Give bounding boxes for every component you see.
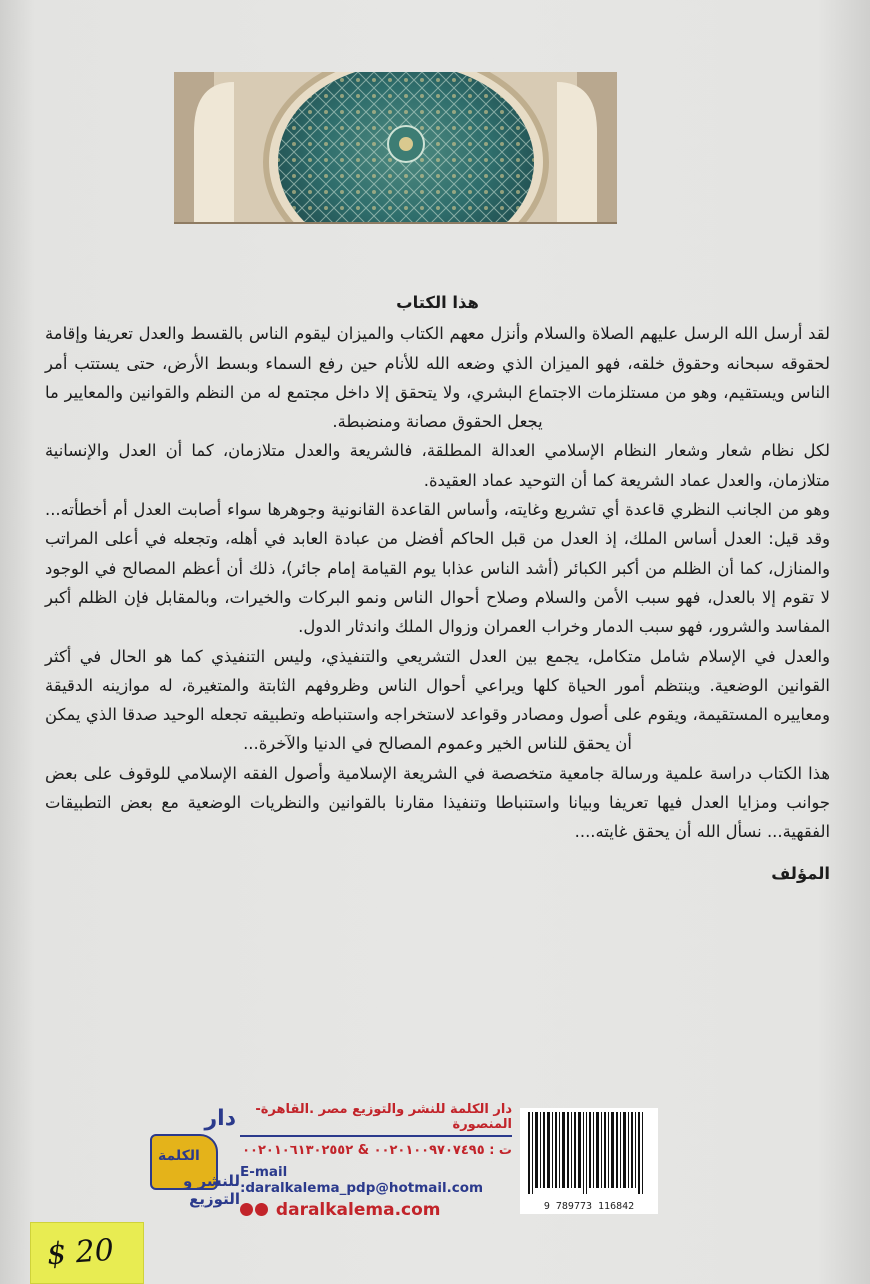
isbn-barcode bbox=[520, 1108, 658, 1214]
paragraph-4: والعدل في الإسلام شامل متكامل، يجمع بين العدل التشريعي والتنفيذي، وليس التنفيذي كما هو الحال في أكثر القوانين الوضعية. وينتظم أمور الحياة كلها ويراعي أحوال الناس وظروفهم الثابتة والمتغيرة، له موازينه الدقيقة ومعاييره المستقيمة، ويقوم على أصول ومصادر وقواعد لاستخراجه واستنباطه وتطبيقه تجعله الوحيد صدقا الذي يمكن أن يحقق للناس الخير وعموم المصالح في الدنيا والآخرة... bbox=[45, 646, 830, 754]
logo-tagline: للنشر و التوزيع bbox=[182, 1172, 240, 1208]
publisher-phone: ت : ٠٠٢٠١٠٠٩٧٠٧٤٩٥ & ٠٠٢٠١٠٦١٣٠٢٥٥٢ bbox=[242, 1143, 512, 1158]
price-text: $ 20 bbox=[45, 1232, 115, 1273]
publisher-name: دار الكلمة للنشر والتوزيع مصر .القاهرة- المنصورة bbox=[240, 1102, 512, 1137]
section-title: هذا الكتاب bbox=[396, 293, 479, 312]
author-signature: المؤلف bbox=[771, 863, 830, 883]
publisher-contact bbox=[240, 1102, 512, 1220]
logo-word: الكلمة bbox=[158, 1148, 200, 1164]
facebook-icon bbox=[255, 1203, 268, 1216]
website-text: daralkalema.com bbox=[275, 1200, 441, 1220]
cover-dome-image bbox=[174, 72, 617, 224]
publisher-logo bbox=[140, 1106, 240, 1210]
price-sticker bbox=[30, 1222, 144, 1284]
social-icon bbox=[240, 1203, 253, 1216]
paragraph-1: لقد أرسل الله الرسل عليهم الصلاة والسلام وأنزل معهم الكتاب والميزان ليقوم الناس بالقسط والعدل تعريفا وإقامة لحقوقه سبحانه وحقوق خلقه، فهو الميزان الذي وضعه الله للأنام حين رفع السماء وبسط الأرض، حتى يستتب أمر الناس ويستقيم، وهو من مستلزمات الاجتماع البشري، ولا يتحقق إلا داخل مجتمع له من النظم والقوانين والمعايير ما يجعل الحقوق مصانة ومنضبطة. bbox=[45, 324, 830, 432]
paragraph-3: وهو من الجانب النظري قاعدة أي تشريع وغايته، وأساس القاعدة القانونية وجوهرها سواء أصابت العدل أم أخطأته... وقد قيل: العدل أساس الملك، إذ العدل من قبل الحاكم أفضل من عبادة العابد في أهله، وتجعله في أعلى المراتب والمنازل، كما أن الظلم من أكبر الكبائر (أشد الناس عذابا يوم القيامة إمام جائر)، ذلك أن أعظم المصالح في الوجود لا تقوم إلا بالعدل، فهو سبب الأمن والسلام وصلاح أحوال الناس ونمو البركات والخيرات، وبالمقابل فإن الظلم أكبر المفاسد والشرور، فهو سبب الدمار وخراب العمران وزوال الملك واندثار الدول. bbox=[45, 500, 830, 637]
publisher-block bbox=[140, 1102, 512, 1220]
publisher-email: E-mail :daralkalema_pdp@hotmail.com bbox=[240, 1164, 484, 1196]
barcode-digits: 9 789773 116842 bbox=[543, 1201, 635, 1212]
paragraph-2: لكل نظام شعار وشعار النظام الإسلامي العدالة المطلقة، فالشريعة والعدل متلازمان، كما أن العدل والإنسانية متلازمان، والعدل عماد الشريعة كما أن التوحيد عماد العقيدة. bbox=[45, 441, 830, 490]
publisher-website bbox=[240, 1200, 512, 1220]
logo-dar-text: دار bbox=[204, 1106, 236, 1131]
barcode-bars-icon bbox=[520, 1108, 658, 1198]
paragraph-5: هذا الكتاب دراسة علمية ورسالة جامعية متخصصة في الشريعة الإسلامية وأصول الفقه الإسلامي للوقوف على بعض جوانب ومزايا العدل فيها تعريفا وبيانا واستنباطا وتنفيذا مقارنا بالقوانين والنظريات الوضعية مع بعض التطبيقات الفقهية... نسأل الله أن يحقق غايته.... bbox=[45, 763, 830, 842]
back-cover-text bbox=[45, 288, 830, 888]
